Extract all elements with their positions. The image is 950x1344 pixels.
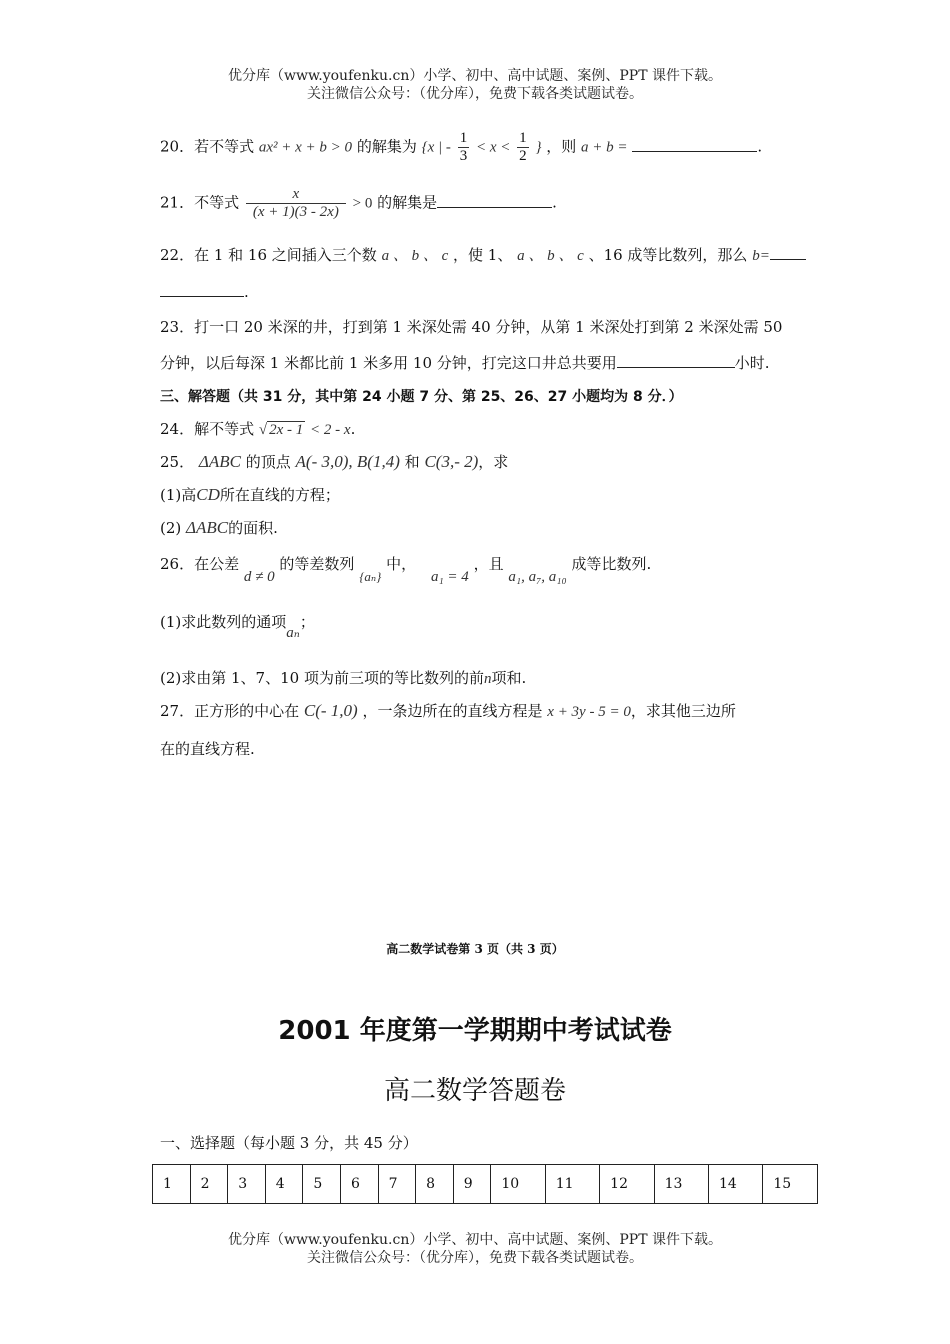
question-24 [160,418,355,439]
answer-cell-12[interactable]: 12 [600,1165,654,1204]
answer-sheet-title: 2001 年度第一学期期中考试试卷 [278,1016,672,1046]
q20-frac2-den: 2 [519,148,527,164]
q22-vars-1: a 、 b 、 c [381,248,449,264]
q21-den: (x + 1)(3 - 2x) [252,204,339,220]
q25-triangle: ΔABC [198,452,241,471]
header-line-1: 优分库（www.youfenku.cn）小学、初中、高中试题、案例、PPT 课件下载。 [227,68,722,84]
q25-cd: CD [196,485,220,504]
question-26-part-2 [160,667,526,688]
header-line-2: 关注微信公众号：（优分库），免费下载各类试题试卷。 [307,86,643,102]
q25-p1: (1)高 [160,486,197,504]
answer-cell-11[interactable]: 11 [545,1165,599,1204]
section-1-heading: 一、选择题（每小题 3 分，共 45 分） [160,1134,418,1152]
q22-answer-blank-1[interactable] [770,245,806,260]
question-22-cont [160,282,249,301]
q25-point-c: C(3,- 2) [424,452,479,471]
q21-end: . [552,193,557,212]
q27-center: C(- 1,0) [303,701,358,720]
q22-tail: 、16 成等比数列，那么 [588,246,748,264]
q25-points: A(- 3,0), B(1,4) [295,452,400,471]
q27-end: ，求其他三边所 [630,702,736,720]
answer-cell-14[interactable]: 14 [708,1165,762,1204]
q21-suffix: 的解集是 [377,193,438,212]
question-25 [160,451,508,472]
answer-number-row [153,1165,818,1204]
q26-an: aₙ [286,625,300,641]
q26-prefix: 26．在公差 [160,555,240,573]
question-22 [160,244,806,265]
q25-p2: (2) [160,519,182,537]
q22-vars-2: a 、 b 、 c [517,248,584,264]
q20-then: ，则 [546,137,577,156]
q20-prefix: 20．若不等式 [160,137,255,156]
q21-prefix: 21．不等式 [160,193,240,212]
q26-seq: {aₙ} [359,569,382,584]
question-25-part-2 [160,517,278,538]
q24-radicand: 2x - 1 [269,422,304,438]
answer-cell-3[interactable]: 3 [228,1165,266,1204]
q26-end: 成等比数列. [571,555,652,573]
q26-mid3: ，且 [473,555,504,573]
q20-frac-1 [458,130,470,165]
q22-mid: ，使 1、 [453,246,513,264]
question-21 [160,186,557,221]
q21-gt: > 0 [352,195,373,212]
q20-set-left: {x | - [421,139,451,156]
q27-line-eq: x + 3y - 5 = 0 [547,704,631,720]
q23-line2: 分钟，以后每深 1 米都比前 1 米多用 10 分钟，打完这口井总共要用 [160,354,617,372]
q21-answer-blank[interactable] [437,193,552,208]
q27-mid: ，一条边所在的直线方程是 [362,702,543,720]
q25-prefix: 25． [160,453,195,471]
q26-terms: a₁, a₇, a₁₀ [508,569,567,585]
q25-p1-end: 所在直线的方程； [219,486,340,504]
q26-n: n [483,671,492,687]
q24-rhs: < 2 - x [310,422,351,438]
q26-p2: (2)求由第 1、7、10 项为前三项的等比数列的前 [160,669,484,687]
footer-line-2: 关注微信公众号：（优分库），免费下载各类试题试卷。 [307,1250,643,1266]
q23-answer-blank[interactable] [617,353,735,368]
q25-mid: 的顶点 [245,453,291,471]
question-23-line-2 [160,352,770,373]
q20-expr: ax² + x + b > 0 [258,139,353,156]
q20-end: . [757,137,763,156]
answer-cell-4[interactable]: 4 [265,1165,303,1204]
answer-cell-13[interactable]: 13 [654,1165,708,1204]
answer-cell-7[interactable]: 7 [378,1165,416,1204]
answer-cell-8[interactable]: 8 [416,1165,454,1204]
q25-p2-end: 的面积. [228,519,278,537]
section-3-heading: 三、解答题（共 31 分，其中第 24 小题 7 分、第 25、26、27 小题均为 8 分．） [160,389,683,405]
sqrt-sign-icon: √ [258,422,268,438]
q24-prefix: 24．解不等式 [160,420,255,438]
q21-num: x [246,186,346,204]
answer-cell-9[interactable]: 9 [453,1165,491,1204]
answer-sheet-subtitle: 高二数学答题卷 [383,1076,566,1106]
question-23-line-1: 23．打一口 20 米深的井，打到第 1 米深处需 40 分钟，从第 1 米深处打到第 2 米深处需 50 [160,318,783,336]
answer-table [152,1164,818,1204]
answer-cell-1[interactable]: 1 [153,1165,191,1204]
page-number: 高二数学试卷第 3 页（共 3 页） [386,942,564,956]
q20-set-right: } [535,139,542,156]
q26-p1: (1)求此数列的通项 [160,613,287,631]
q25-and: 和 [404,453,420,471]
footer-line-1: 优分库（www.youfenku.cn）小学、初中、高中试题、案例、PPT 课件下载。 [227,1232,722,1248]
q26-a1: a₁ = 4 [430,569,469,585]
q22-ask: b= [752,248,770,264]
question-27 [160,700,736,721]
q26-mid1: 的等差数列 [279,555,355,573]
q20-frac1-den: 3 [459,148,468,164]
answer-cell-5[interactable]: 5 [303,1165,341,1204]
q20-mid: 的解集为 [356,137,417,156]
q20-frac2-num: 1 [519,130,527,146]
q27-prefix: 27．正方形的中心在 [160,702,300,720]
q21-fraction [246,186,346,221]
q25-p2-triangle: ΔABC [186,518,229,537]
q22-line1: 22．在 1 和 16 之间插入三个数 [160,246,377,264]
q22-answer-blank-2[interactable] [160,282,244,297]
q20-answer-blank[interactable] [632,137,757,152]
q26-p1-end: ； [299,613,315,631]
q20-frac-2 [517,130,529,165]
q22-end: . [244,283,249,301]
q24-end: . [350,420,356,438]
question-26 [160,553,652,585]
q25-end: ，求 [478,453,509,471]
answer-cell-6[interactable]: 6 [340,1165,378,1204]
answer-cell-10[interactable]: 10 [491,1165,545,1204]
q23-end: 小时. [734,354,770,372]
answer-cell-15[interactable]: 15 [763,1165,818,1204]
question-20 [160,130,762,165]
q20-ask: a + b = [581,139,628,156]
question-27-line-2: 在的直线方程. [160,740,255,758]
q26-p2-end: 项和. [491,669,527,687]
question-25-part-1 [160,484,340,505]
q20-set-mid: < x < [475,139,511,156]
answer-cell-2[interactable]: 2 [190,1165,228,1204]
q20-frac1-num: 1 [459,130,468,146]
q26-mid2: 中， [386,555,417,573]
question-26-part-1 [160,611,315,641]
q26-d: d ≠ 0 [243,569,275,585]
